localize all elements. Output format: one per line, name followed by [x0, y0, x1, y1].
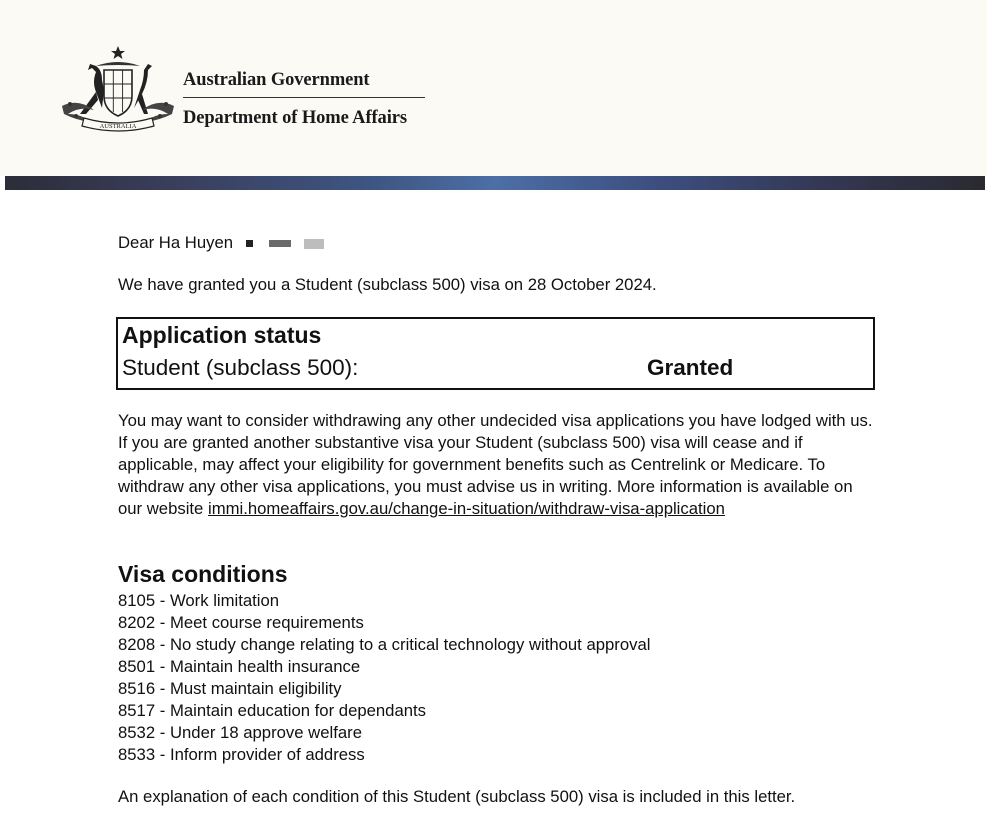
crest-motto: AUSTRALIA	[99, 123, 137, 130]
status-title: Application status	[122, 322, 322, 348]
condition-item: 8533 - Inform provider of address	[118, 745, 365, 764]
conditions-list	[118, 590, 650, 766]
grant-notice: We have granted you a Student (subclass 500) visa on 28 October 2024.	[118, 275, 657, 294]
conditions-heading: Visa conditions	[118, 561, 288, 587]
withdraw-paragraph	[118, 410, 878, 520]
condition-item: 8517 - Maintain education for dependants	[118, 701, 427, 720]
redaction-mark	[246, 240, 253, 247]
redaction-mark	[269, 240, 291, 247]
department-name: Department of Home Affairs	[183, 108, 407, 128]
letterhead	[0, 0, 987, 176]
status-value: Granted	[647, 355, 734, 380]
withdraw-link[interactable]: immi.homeaffairs.gov.au/change-in-situation/withdraw-visa-application	[207, 499, 725, 518]
greeting	[118, 233, 324, 253]
status-visa-name: Student (subclass 500):	[122, 355, 359, 380]
coat-of-arms-icon	[58, 44, 178, 138]
condition-item: 8208 - No study change relating to a critical technology without approval	[118, 635, 651, 654]
application-status-box	[116, 317, 875, 390]
redaction-mark	[304, 239, 324, 249]
header-band	[5, 176, 985, 190]
condition-item: 8202 - Meet course requirements	[118, 613, 364, 632]
withdraw-text: You may want to consider withdrawing any other undecided visa applications you have lodged with us. If you are granted another substantive visa your Student (subclass 500) visa will cease and if applicable, may affect your eligibility for government benefits such as Centrelink or Medicare. To withdraw any other visa applications, you must advise us in writing. More information is available on our website	[118, 411, 873, 518]
condition-item: 8532 - Under 18 approve welfare	[118, 723, 362, 742]
conditions-explanation: An explanation of each condition of this Student (subclass 500) visa is included in this letter.	[118, 787, 796, 806]
condition-item: 8105 - Work limitation	[118, 591, 280, 610]
greeting-text: Dear Ha Huyen	[118, 233, 234, 252]
condition-item: 8501 - Maintain health insurance	[118, 657, 361, 676]
condition-item: 8516 - Must maintain eligibility	[118, 679, 342, 698]
government-name: Australian Government	[183, 70, 370, 90]
header-divider	[183, 97, 425, 98]
